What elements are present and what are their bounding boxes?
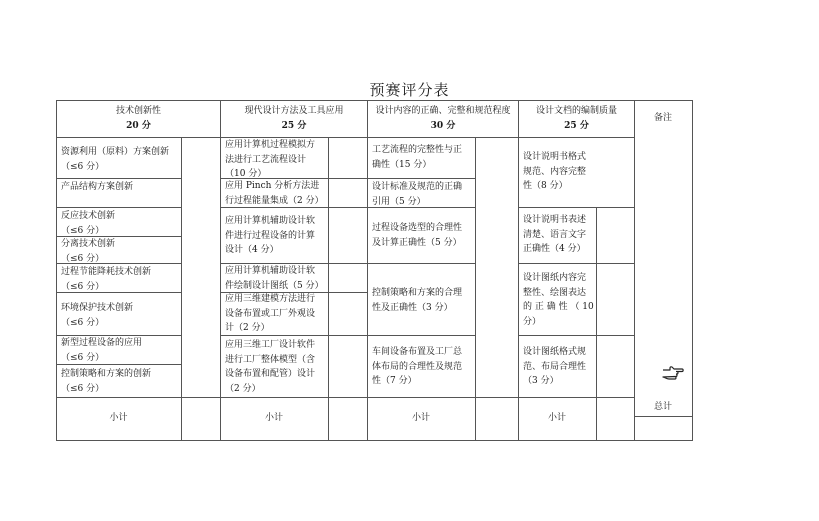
header-documentation: 设计文档的编制质量 25 分	[535, 106, 617, 131]
criterion-pinch-analysis: 应用 Pinch 分析方法进 行过程能量集成（2 分）	[225, 181, 324, 206]
criterion-equipment-cad: 应用计算机辅助设计软 件进行过程设备的计算 设计（4 分）	[225, 216, 316, 255]
criterion-drawing-cad: 应用计算机辅助设计软 件绘制设计图纸（5 分）	[225, 266, 324, 291]
subtotal-label: 小计	[264, 413, 283, 423]
criterion-environment: 环境保护技术创新 （≤6 分）	[61, 303, 134, 328]
criterion-energy-saving: 过程节能降耗技术创新 （≤6 分）	[61, 267, 152, 292]
criterion-control-strategy: 控制策略和方案的创新 （≤6 分）	[61, 369, 152, 394]
criterion-3d-modeling: 应用三维建模方法进行 设备布置或工厂外观设 计（2 分）	[225, 294, 316, 333]
criterion-doc-expression: 设计说明书表述 清楚、语言文字 正确性（4 分）	[523, 215, 587, 254]
criterion-separation-tech: 分离技术创新 （≤6 分）	[61, 239, 116, 264]
criterion-3d-plant-design: 应用三维工厂设计软件 进行工厂整体模型（含 设备布置和配管）设计 （2 分）	[225, 340, 316, 394]
criterion-product-structure: 产品结构方案创新	[61, 182, 134, 192]
header-innovation: 技术创新性 20 分	[115, 106, 161, 131]
criterion-standards: 设计标准及规范的正确 引用（5 分）	[372, 182, 463, 207]
criterion-control-rationality: 控制策略和方案的合理 性及正确性（3 分）	[372, 288, 463, 313]
header-design-methods: 现代设计方法及工具应用 25 分	[244, 106, 344, 131]
criterion-drawing-format: 设计图纸格式规 范、布局合理性 （3 分）	[523, 347, 587, 386]
header-design-content: 设计内容的正确、完整和规范程度 30 分	[375, 106, 511, 131]
subtotal-label: 小计	[547, 413, 566, 423]
criterion-doc-format: 设计说明书格式 规范、内容完整 性（8 分）	[523, 152, 587, 191]
total-label: 总计	[653, 402, 672, 412]
page-title: 预赛评分表	[369, 81, 450, 99]
criterion-process-flow: 工艺流程的完整性与正 确性（15 分）	[372, 145, 463, 170]
header-remarks: 备注	[653, 113, 672, 123]
subtotal-label: 小计	[411, 413, 430, 423]
criterion-process-simulation: 应用计算机过程模拟方 法进行工艺流程设计 （10 分）	[225, 140, 316, 179]
criterion-resource-innovation: 资源利用（原料）方案创新 （≤6 分）	[61, 147, 170, 172]
criterion-new-equipment: 新型过程设备的应用 （≤6 分）	[61, 338, 143, 363]
criterion-reaction-tech: 反应技术创新 （≤6 分）	[61, 211, 116, 236]
subtotal-label: 小计	[109, 413, 128, 423]
criterion-layout: 车间设备布置及工厂总 体布局的合理性及规范 性（7 分）	[372, 347, 463, 386]
pointing-hand-icon	[661, 363, 685, 383]
criterion-equipment-selection: 过程设备选型的合理性 及计算正确性（5 分）	[372, 223, 463, 248]
criterion-drawing-content: 设计图纸内容完 整性、绘图表达 的 正 确 性 （ 10 分）	[523, 273, 594, 327]
